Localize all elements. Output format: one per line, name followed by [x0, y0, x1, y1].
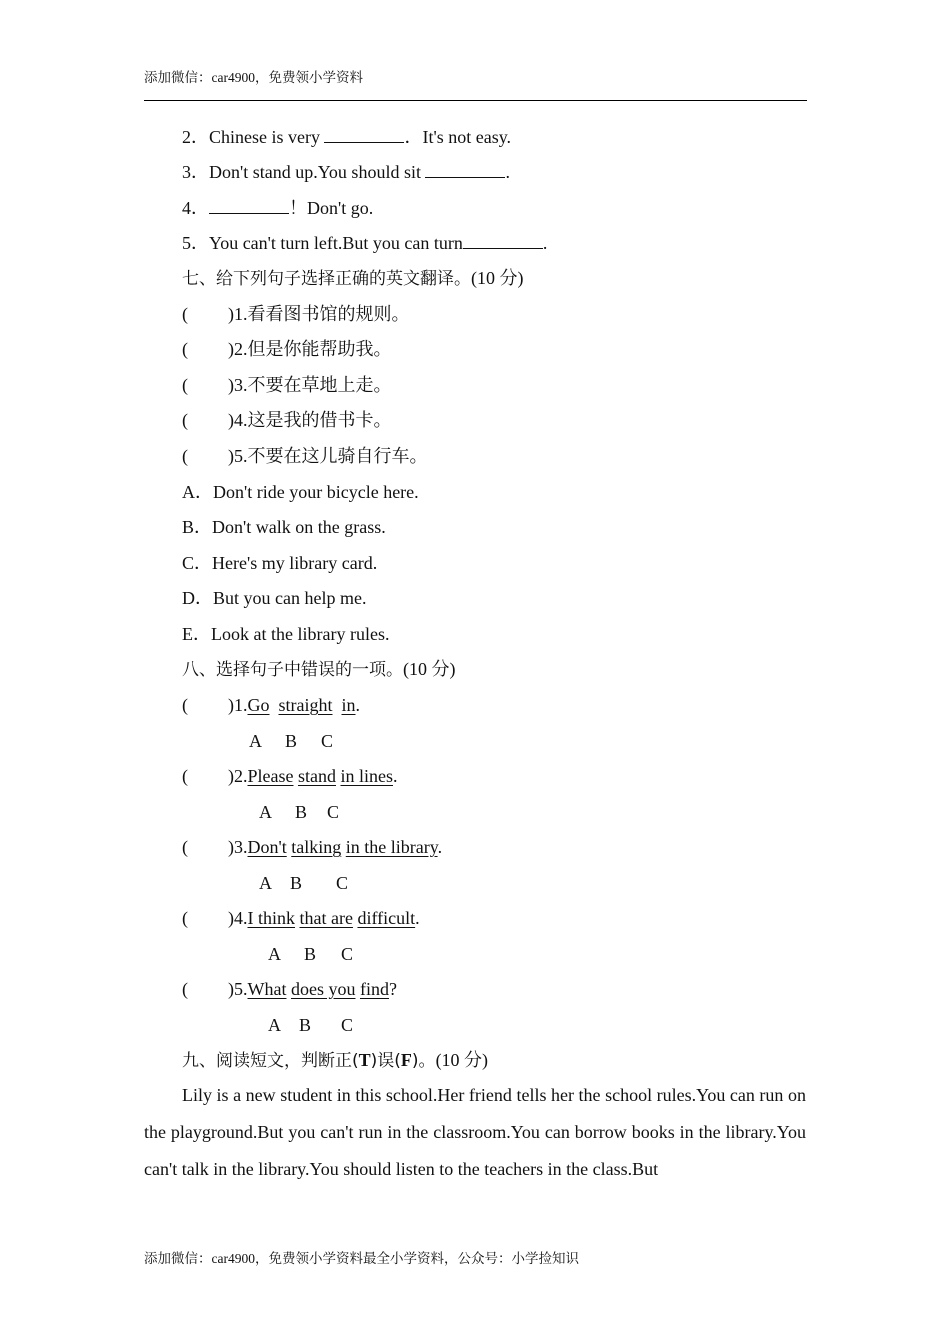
answer-blank[interactable] [324, 128, 404, 143]
section-7-question-5: ( )5.不要在这儿骑自行车。 [182, 446, 428, 466]
answer-bracket[interactable]: ( [182, 766, 188, 786]
choice-label-c: C [341, 944, 354, 964]
section-8-question-5: ( )5.What does you find? [182, 979, 397, 999]
answer-bracket[interactable]: ( [182, 375, 188, 395]
section-7-question-3: ( )3.不要在草地上走。 [182, 375, 392, 395]
header-divider [144, 100, 807, 101]
section-8-question-2: ( )2.Please stand in lines. [182, 766, 398, 786]
section-7-title: 七、给下列句子选择正确的英文翻译。(10 分) [182, 268, 524, 289]
option-c: C．Here's my library card. [182, 553, 378, 573]
choice-label-a: A [259, 802, 272, 822]
fill-blank-4: 4． ！Don't go. [182, 198, 374, 218]
section-8-title: 八、选择句子中错误的一项。(10 分) [182, 659, 456, 680]
choice-label-b: B [295, 802, 308, 822]
choice-label-b: B [290, 873, 303, 893]
fill-blank-5: 5．You can't turn left.But you can turn . [182, 233, 548, 253]
option-a: A．Don't ride your bicycle here. [182, 482, 419, 502]
choice-label-a: A [268, 1015, 281, 1035]
answer-bracket[interactable]: ( [182, 410, 188, 430]
section-9-title: 九、阅读短文，判断正(T)误(F)。(10 分) [182, 1050, 489, 1071]
answer-bracket[interactable]: ( [182, 339, 188, 359]
page-header: 添加微信：car4900，免费领小学资料 [144, 70, 363, 85]
answer-blank[interactable] [425, 163, 505, 178]
choice-label-c: C [321, 731, 334, 751]
answer-bracket[interactable]: ( [182, 446, 188, 466]
answer-bracket[interactable]: ( [182, 304, 188, 324]
section-7-question-2: ( )2.但是你能帮助我。 [182, 339, 392, 359]
section-8-question-1: ( )1.Go straight in. [182, 695, 361, 715]
choice-label-b: B [285, 731, 298, 751]
choice-label-a: A [249, 731, 262, 751]
choice-label-b: B [299, 1015, 312, 1035]
section-8-question-4: ( )4.I think that are difficult. [182, 908, 420, 928]
choice-label-a: A [268, 944, 281, 964]
answer-bracket[interactable]: ( [182, 908, 188, 928]
fill-blank-2: 2．Chinese is very ．It's not easy. [182, 127, 512, 147]
option-b: B．Don't walk on the grass. [182, 517, 386, 537]
section-7-question-4: ( )4.这是我的借书卡。 [182, 410, 392, 430]
fill-blank-3: 3．Don't stand up.You should sit . [182, 162, 510, 182]
option-d: D．But you can help me. [182, 588, 367, 608]
option-e: E．Look at the library rules. [182, 624, 390, 644]
choice-label-c: C [336, 873, 349, 893]
choice-label-a: A [259, 873, 272, 893]
answer-bracket[interactable]: ( [182, 695, 188, 715]
answer-bracket[interactable]: ( [182, 979, 188, 999]
section-8-question-3: ( )3.Don't talking in the library. [182, 837, 443, 857]
section-7-question-1: ( )1.看看图书馆的规则。 [182, 304, 410, 324]
page-footer: 添加微信：car4900，免费领小学资料最全小学资料，公众号：小学捡知识 [144, 1251, 579, 1266]
answer-bracket[interactable]: ( [182, 837, 188, 857]
choice-label-c: C [341, 1015, 354, 1035]
answer-blank[interactable] [463, 234, 543, 249]
choice-label-c: C [327, 802, 340, 822]
choice-label-b: B [304, 944, 317, 964]
reading-passage: Lily is a new student in this school.Her friend tells her the school rules.You can run on the playground.But you can't run in the classroom.You can borrow books in the library.You can't talk in the library.You should listen to the teachers in the class.But [144, 1085, 806, 1179]
answer-blank[interactable] [209, 199, 289, 214]
